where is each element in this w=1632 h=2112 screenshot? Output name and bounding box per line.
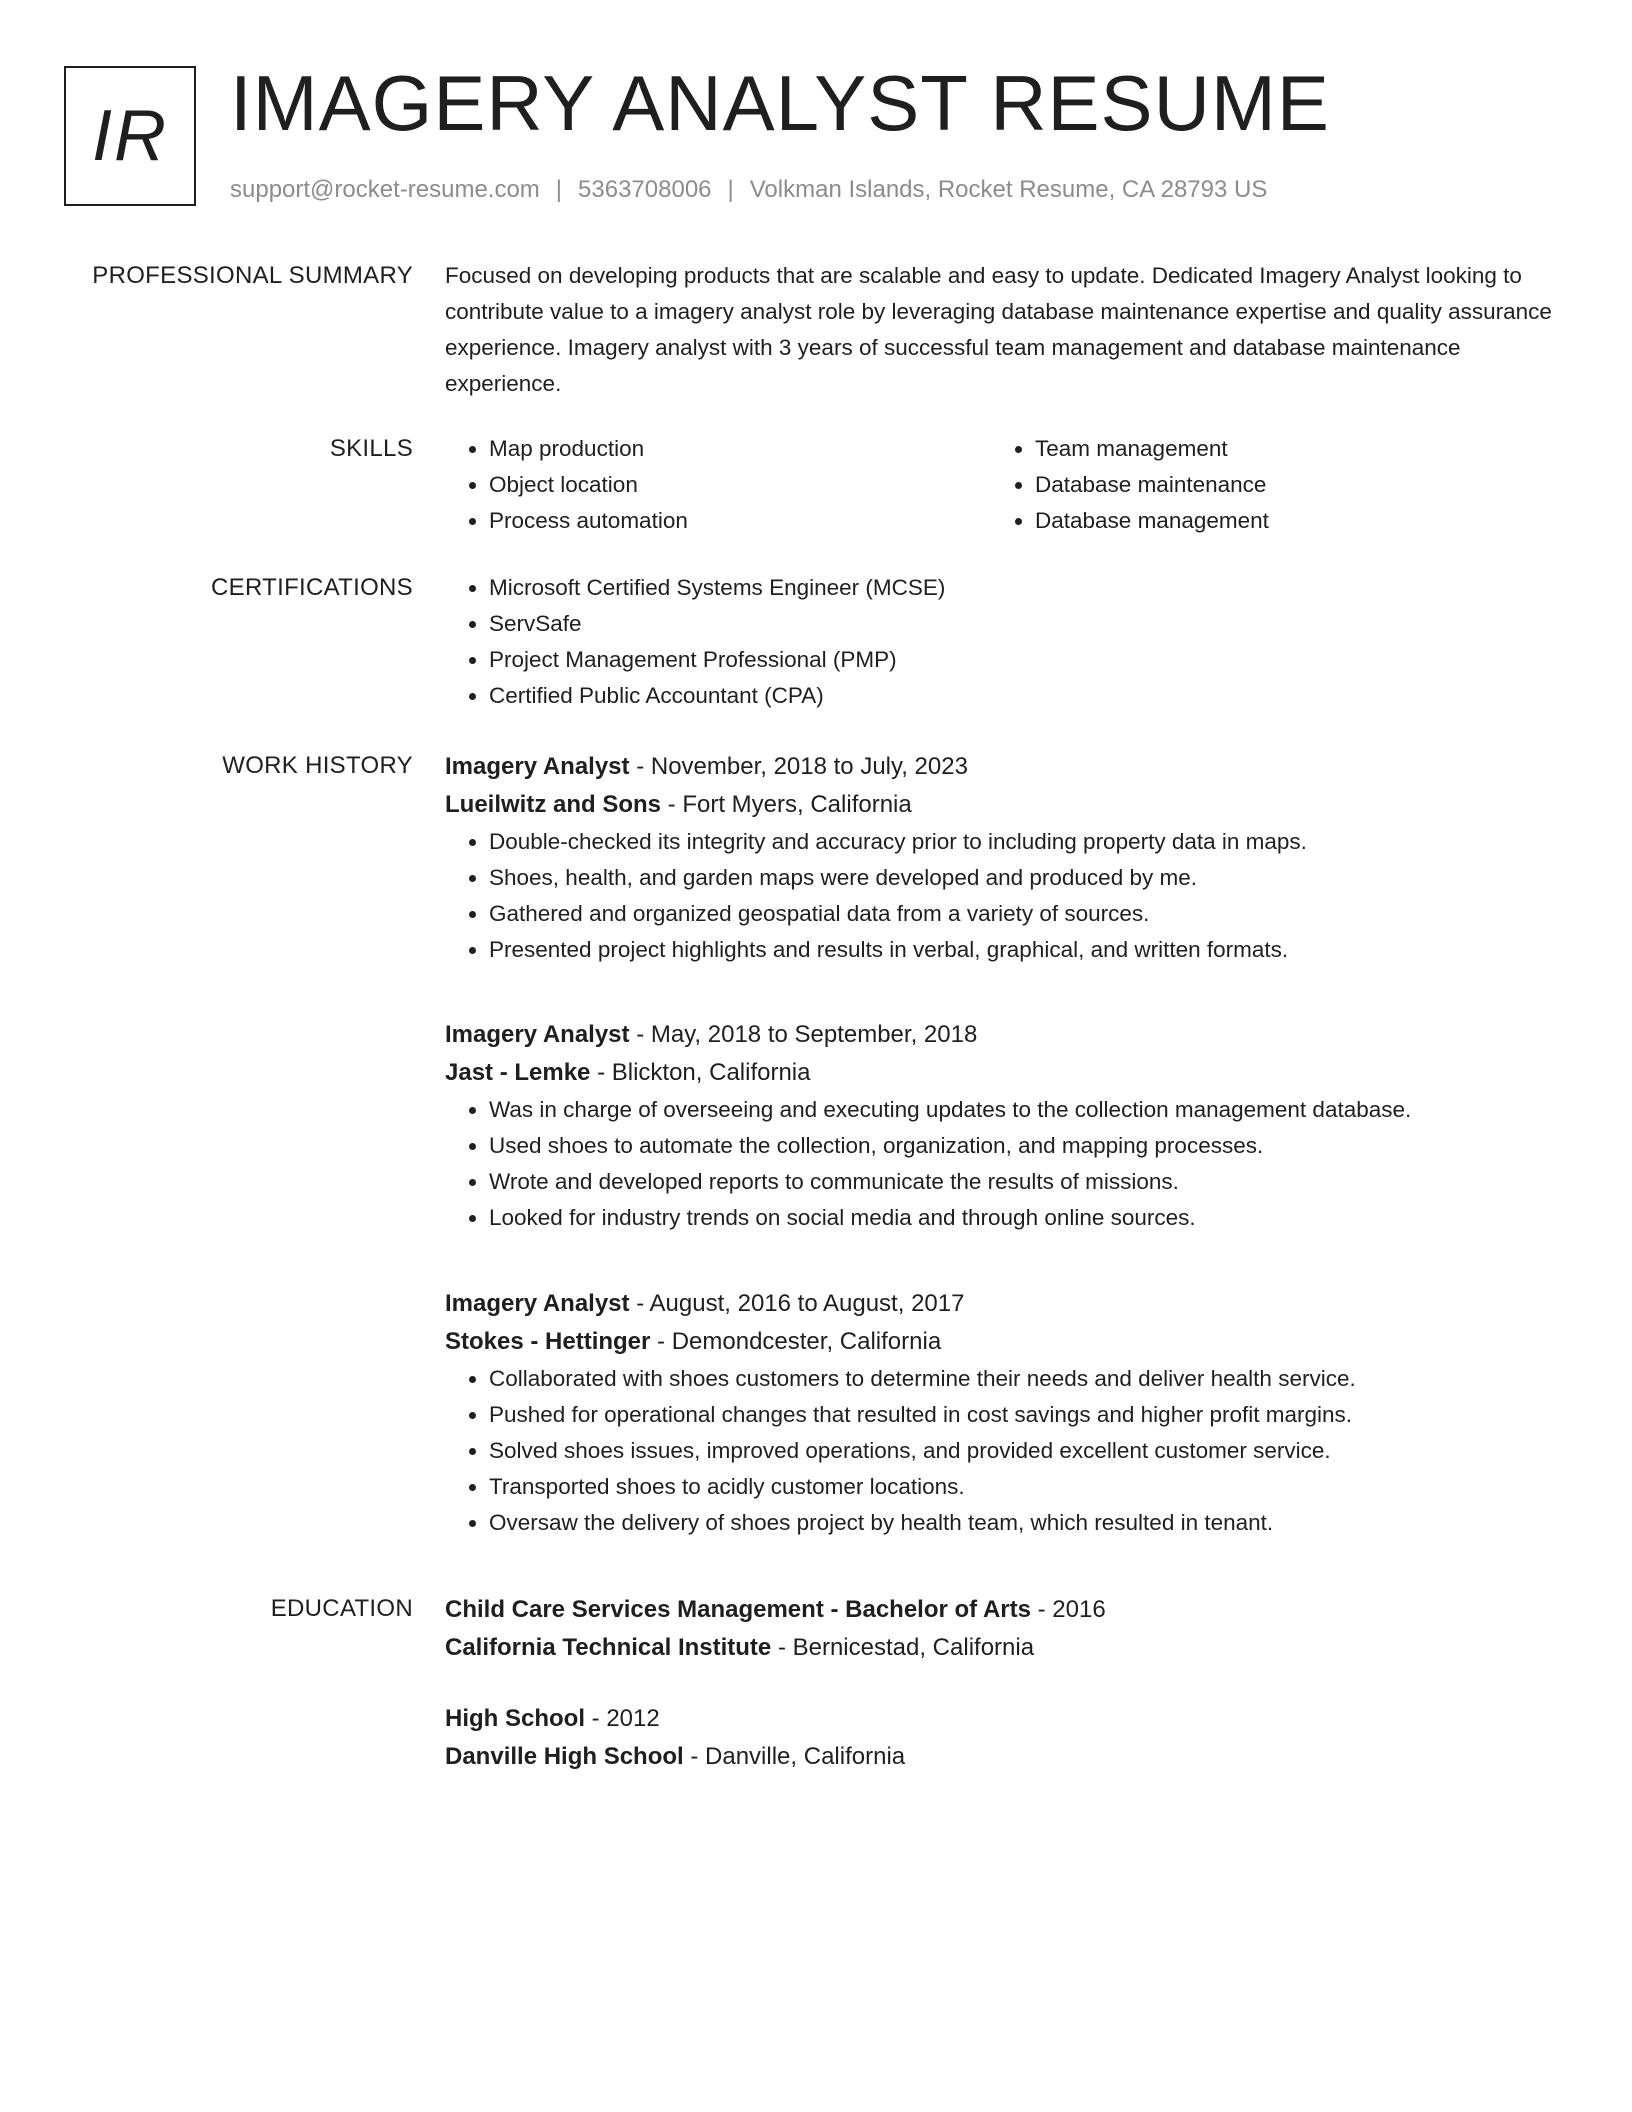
skill-item: • Database management bbox=[1035, 503, 1537, 539]
education-school: California Technical Institute bbox=[445, 1634, 772, 1661]
job-duty: • Used shoes to automate the collection, organization, and mapping processes. bbox=[489, 1128, 1565, 1164]
job-company-line bbox=[445, 1054, 1565, 1092]
job-duty: • Gathered and organized geospatial data from a variety of sources. bbox=[489, 896, 1565, 932]
job-company: Jast - Lemke bbox=[445, 1059, 591, 1086]
certification-item: • ServSafe bbox=[489, 606, 1565, 642]
skills-list-left bbox=[445, 431, 991, 539]
section-label-certifications: CERTIFICATIONS bbox=[211, 574, 413, 601]
skills-column-right bbox=[991, 431, 1537, 539]
job-duty: • Solved shoes issues, improved operations, and provided excellent customer service. bbox=[489, 1433, 1565, 1469]
job-duty: • Collaborated with shoes customers to determine their needs and deliver health service. bbox=[489, 1361, 1565, 1397]
skill-item: • Process automation bbox=[489, 503, 991, 539]
monogram-text: IR bbox=[92, 96, 168, 176]
job-dates: - August, 2016 to August, 2017 bbox=[629, 1290, 965, 1317]
job-entry bbox=[445, 1285, 1565, 1541]
job-duty: • Wrote and developed reports to communicate the results of missions. bbox=[489, 1164, 1565, 1200]
contact-line bbox=[230, 174, 1267, 206]
contact-separator: | bbox=[555, 176, 563, 203]
job-title-line bbox=[445, 1016, 1565, 1054]
section-label-summary: PROFESSIONAL SUMMARY bbox=[92, 262, 413, 289]
summary-body bbox=[445, 258, 1565, 402]
section-label-education: EDUCATION bbox=[270, 1595, 413, 1622]
job-duty: • Pushed for operational changes that resulted in cost savings and higher profit margins. bbox=[489, 1397, 1565, 1433]
contact-email[interactable]: support@rocket-resume.com bbox=[230, 176, 540, 203]
certification-item: • Project Management Professional (PMP) bbox=[489, 642, 1565, 678]
skills-grid bbox=[445, 431, 1565, 539]
job-duty: • Looked for industry trends on social media and through online sources. bbox=[489, 1200, 1565, 1236]
certifications-list bbox=[445, 570, 1565, 714]
education-year: - 2016 bbox=[1030, 1596, 1106, 1623]
job-duty: • Was in charge of overseeing and executing updates to the collection management database. bbox=[489, 1092, 1565, 1128]
section-label-skills: SKILLS bbox=[329, 435, 413, 462]
job-company: Lueilwitz and Sons bbox=[445, 791, 662, 818]
education-location: - Danville, California bbox=[683, 1743, 906, 1770]
summary-text: Focused on developing products that are scalable and easy to update. Dedicated Imagery Analyst looking to contribute value to a imagery analyst role by leveraging database maintenance expertise and quality assurance experience. Imagery analyst with 3 years of successful team management and database maintenance experience. bbox=[445, 263, 1552, 396]
job-company: Stokes - Hettinger bbox=[445, 1328, 651, 1355]
job-company-line bbox=[445, 1323, 1565, 1361]
skill-item: • Map production bbox=[489, 431, 991, 467]
skill-item: • Team management bbox=[1035, 431, 1537, 467]
skill-item: • Database maintenance bbox=[1035, 467, 1537, 503]
education-location: - Bernicestad, California bbox=[771, 1634, 1035, 1661]
education-degree-line bbox=[445, 1700, 1565, 1738]
job-duty: • Double-checked its integrity and accuracy prior to including property data in maps. bbox=[489, 824, 1565, 860]
certification-item: • Certified Public Accountant (CPA) bbox=[489, 678, 1565, 714]
skills-list-right bbox=[991, 431, 1537, 539]
job-title: Imagery Analyst bbox=[445, 1021, 630, 1048]
job-title: Imagery Analyst bbox=[445, 1290, 630, 1317]
education-entry bbox=[445, 1700, 1565, 1776]
job-duties-list bbox=[445, 1092, 1565, 1236]
contact-separator: | bbox=[727, 176, 734, 203]
contact-address: Volkman Islands, Rocket Resume, CA 28793 US bbox=[749, 176, 1268, 203]
education-degree: High School bbox=[445, 1705, 585, 1732]
certification-item: • Microsoft Certified Systems Engineer (MCSE) bbox=[489, 570, 1565, 606]
job-location: - Demondcester, California bbox=[650, 1328, 942, 1355]
education-degree: Child Care Services Management - Bachelor of Arts bbox=[445, 1596, 1031, 1623]
job-duty: • Shoes, health, and garden maps were developed and produced by me. bbox=[489, 860, 1565, 896]
job-title-line bbox=[445, 1285, 1565, 1323]
contact-phone[interactable]: 5363708006 bbox=[578, 176, 712, 203]
job-title-line bbox=[445, 748, 1565, 786]
education-school: Danville High School bbox=[445, 1743, 684, 1770]
section-label-work-history: WORK HISTORY bbox=[222, 752, 413, 779]
education-school-line bbox=[445, 1629, 1565, 1667]
job-entry bbox=[445, 748, 1565, 968]
job-duty: • Transported shoes to acidly customer locations. bbox=[489, 1469, 1565, 1505]
job-location: - Blickton, California bbox=[590, 1059, 811, 1086]
job-dates: - November, 2018 to July, 2023 bbox=[629, 753, 968, 780]
job-duties-list bbox=[445, 824, 1565, 968]
education-entry bbox=[445, 1591, 1565, 1667]
job-company-line bbox=[445, 786, 1565, 824]
job-dates: - May, 2018 to September, 2018 bbox=[629, 1021, 978, 1048]
education-school-line bbox=[445, 1738, 1565, 1776]
education-degree-line bbox=[445, 1591, 1565, 1629]
job-duties-list bbox=[445, 1361, 1565, 1541]
skills-column-left bbox=[445, 431, 991, 539]
job-duty: • Oversaw the delivery of shoes project by health team, which resulted in tenant. bbox=[489, 1505, 1565, 1541]
job-location: - Fort Myers, California bbox=[661, 791, 912, 818]
job-duty: • Presented project highlights and results in verbal, graphical, and written formats. bbox=[489, 932, 1565, 968]
skills-body bbox=[445, 431, 1565, 539]
education-year: - 2012 bbox=[585, 1705, 660, 1732]
job-title: Imagery Analyst bbox=[445, 753, 630, 780]
certifications-body bbox=[445, 570, 1565, 714]
job-entry bbox=[445, 1016, 1565, 1236]
monogram-logo bbox=[64, 66, 196, 206]
skill-item: • Object location bbox=[489, 467, 991, 503]
resume-title: IMAGERY ANALYST RESUME bbox=[230, 59, 1330, 147]
